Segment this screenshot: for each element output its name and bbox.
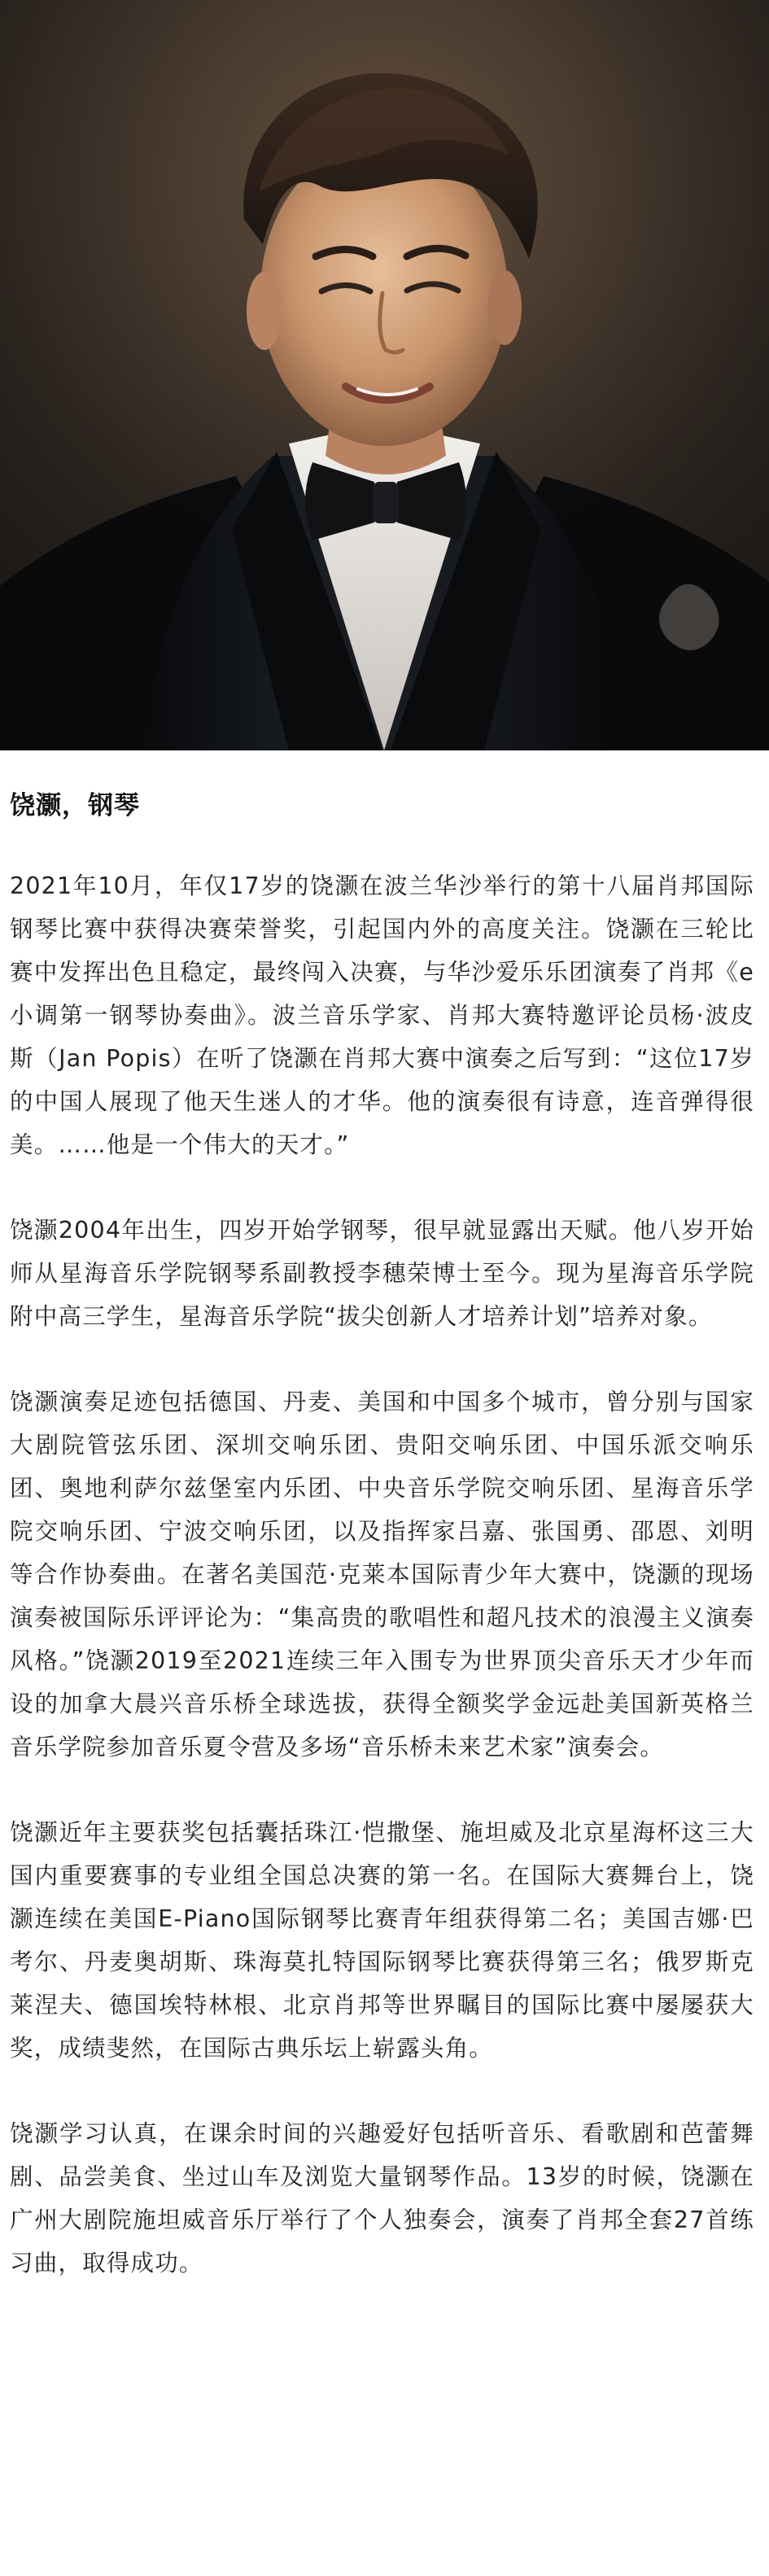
article-paragraph-4: 饶灏近年主要获奖包括囊括珠江·恺撒堡、施坦威及北京星海杯这三大国内重要赛事的专业组全国总决赛的第一名。在国际大赛舞台上，饶灏连续在美国E-Piano国际钢琴比赛青年组获得第二名；美国吉娜·巴考尔、丹麦奥胡斯、珠海莫扎特国际钢琴比赛获得第三名；俄罗斯克莱涅夫、德国埃特林根、北京肖邦等世界瞩目的国际比赛中屡屡获大奖，成绩斐然，在国际古典乐坛上崭露头角。 [10, 1819, 754, 2062]
article-content [0, 789, 769, 2285]
portrait-illustration [0, 0, 769, 750]
ear-right [487, 270, 522, 345]
hero-portrait-image [0, 0, 769, 750]
article-paragraph-2: 饶灏2004年出生，四岁开始学钢琴，很早就显露出天赋。他八岁开始师从星海音乐学院钢琴系副教授李穗荣博士至今。现为星海音乐学院附中高三学生，星海音乐学院“拔尖创新人才培养计划”培养对象。 [10, 1217, 754, 1330]
article-paragraph-1: 2021年10月，年仅17岁的饶灏在波兰华沙举行的第十八届肖邦国际钢琴比赛中获得决赛荣誉奖，引起国内外的高度关注。饶灏在三轮比赛中发挥出色且稳定，最终闯入决赛，与华沙爱乐乐团演奏了肖邦《e小调第一钢琴协奏曲》。波兰音乐学家、肖邦大赛特邀评论员杨·波皮斯（Jan Popis）在听了饶灏在肖邦大赛中演奏之后写到：“这位17岁的中国人展现了他天生迷人的才华。他的演奏很有诗意，连音弹得很美。……他是一个伟大的天才。” [10, 873, 754, 1158]
article-paragraph-3: 饶灏演奏足迹包括德国、丹麦、美国和中国多个城市，曾分别与国家大剧院管弦乐团、深圳交响乐团、贵阳交响乐团、中国乐派交响乐团、奥地利萨尔兹堡室内乐团、中央音乐学院交响乐团、星海音乐学院交响乐团、宁波交响乐团，以及指挥家吕嘉、张国勇、邵恩、刘明等合作协奏曲。在著名美国范·克莱本国际青少年大赛中，饶灏的现场演奏被国际乐评评论为：“集高贵的歌唱性和超凡技术的浪漫主义演奏风格。”饶灏2019至2021连续三年入围专为世界顶尖音乐天才少年而设的加拿大晨兴音乐桥全球选拔，获得全额奖学金远赴美国新英格兰音乐学院参加音乐夏令营及多场“音乐桥未来艺术家”演奏会。 [10, 1389, 754, 1760]
article-paragraph-5: 饶灏学习认真，在课余时间的兴趣爱好包括听音乐、看歌剧和芭蕾舞剧、品尝美食、坐过山车及浏览大量钢琴作品。13岁的时候，饶灏在广州大剧院施坦威音乐厅举行了个人独奏会，演奏了肖邦全套27首练习曲，取得成功。 [10, 2120, 754, 2276]
ear-left [247, 272, 282, 350]
article-title: 饶灏，钢琴 [10, 791, 140, 820]
bow-tie-knot [373, 482, 399, 523]
